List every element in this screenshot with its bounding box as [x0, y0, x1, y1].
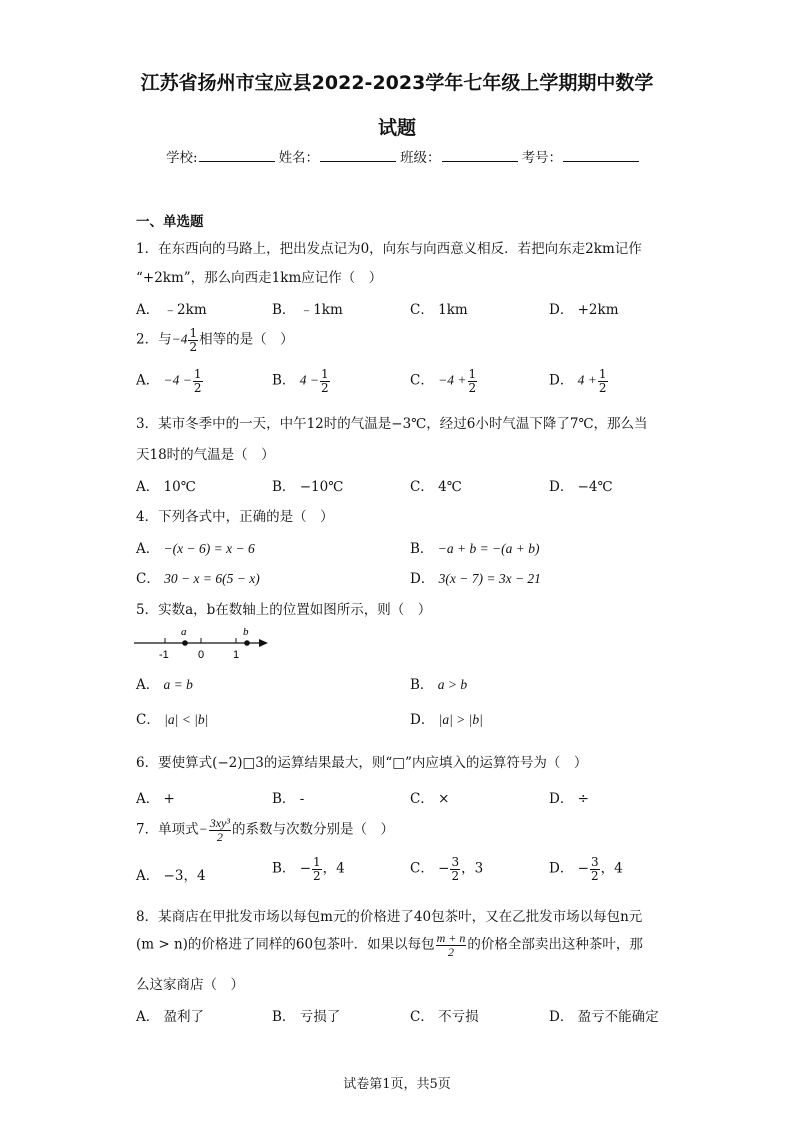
fraction: $\frac{1}{2}$	[193, 367, 202, 395]
question-1-line1	[136, 237, 642, 257]
option-label: A．	[136, 302, 160, 318]
number-line-figure	[130, 622, 280, 662]
tick-label: -1	[159, 649, 169, 661]
question-1-line2: “+2km”，那么向西走1km应记作（ ）	[136, 270, 383, 286]
school-label: 学校:	[166, 150, 198, 166]
question-text: 相等的是（ ）	[199, 331, 294, 348]
question-3-line2: 天18时的气温是（ ）	[136, 447, 275, 463]
question-number: 4．	[136, 509, 159, 525]
fraction: $\frac{\text{3xy³}}{2}$	[209, 816, 230, 844]
option-text: ﹣2km	[163, 302, 207, 318]
fraction: $\frac{3}{2}$	[451, 855, 460, 883]
option-b: B． − $\frac{1}{2}$ ，4	[272, 855, 345, 883]
question-number: 7．	[136, 821, 159, 838]
option-d: D． ÷	[549, 791, 589, 807]
option-d	[549, 298, 619, 318]
option-d: D． − $\frac{3}{2}$ ，4	[549, 855, 623, 883]
question-8-line2	[136, 932, 643, 958]
question-text: 的价格全部卖出这种茶叶，那	[467, 936, 643, 953]
option-c: C． −4 + $\frac{1}{2}$	[410, 367, 477, 395]
question-text: 与	[158, 331, 172, 348]
question-text: 的系数与次数分别是（ ）	[231, 821, 394, 838]
tick-label: 1	[233, 649, 240, 661]
question-number: 8．	[136, 909, 159, 925]
option-c: C． 4℃	[410, 479, 462, 495]
question-number: 1．	[136, 241, 159, 257]
option-c: C． ×	[410, 791, 450, 807]
question-8-line3: 么这家商店（ ）	[136, 977, 244, 993]
option-text: ﹣1km	[299, 302, 343, 318]
option-d: D． −4℃	[549, 479, 613, 495]
question-text: 某商店在甲批发市场以每包m元的价格进了40包茶叶，又在乙批发市场以每包n元	[158, 909, 643, 925]
option-d: D． 3(x − 7) = 3x − 21	[410, 571, 541, 587]
option-b: B． −10℃	[272, 479, 344, 495]
question-number: 2．	[136, 331, 159, 348]
math-expression: −4	[171, 331, 188, 347]
option-label: C．	[410, 302, 434, 318]
option-b: B． 4 − $\frac{1}{2}$	[272, 367, 329, 395]
fraction: $\frac{1}{2}$	[320, 367, 329, 395]
option-label: B．	[272, 302, 296, 318]
option-a: A． a = b	[136, 677, 193, 693]
option-a: A． −4 − $\frac{1}{2}$	[136, 367, 202, 395]
question-text: (m > n)的价格进了同样的60包茶叶．如果以每包	[136, 936, 435, 953]
student-info-line	[166, 146, 643, 166]
option-label: D．	[549, 302, 574, 318]
fraction: $\frac{1}{2}$	[468, 367, 477, 395]
fraction: $\frac{m + n}{2}$	[436, 931, 466, 959]
exam-number-blank	[563, 149, 639, 162]
question-number: 3．	[136, 416, 159, 432]
question-7-stem	[136, 817, 394, 843]
section-title: 一、单选题	[136, 214, 204, 230]
point-b-label: b	[243, 626, 249, 638]
option-a: A． 10℃	[136, 479, 196, 495]
school-blank	[199, 149, 275, 162]
point-b	[244, 640, 250, 646]
option-c: C． 30 − x = 6(5 − x)	[136, 571, 260, 587]
question-4-stem	[136, 505, 334, 525]
fraction: $\frac{1}{2}$	[313, 855, 321, 883]
option-c: C． − $\frac{3}{2}$ ，3	[410, 855, 484, 883]
question-8-line1	[136, 905, 642, 925]
question-text: 在东西向的马路上，把出发点记为0，向东与向西意义相反．若把向东走2km记作	[158, 241, 642, 257]
option-a: A． −3，4	[136, 868, 206, 884]
tick-label: 0	[198, 649, 205, 661]
question-3-line1	[136, 412, 648, 432]
question-5-stem	[136, 598, 431, 618]
option-a: A． −(x − 6) = x − 6	[136, 541, 255, 557]
question-number: 6．	[136, 755, 159, 771]
arrow-right-icon	[259, 639, 268, 647]
question-text: 某市冬季中的一天，中午12时的气温是−3℃，经过6小时气温下降了7℃，那么当	[158, 416, 648, 432]
exam-title-line1: 江苏省扬州市宝应县2022-2023学年七年级上学期期中数学	[140, 72, 654, 94]
question-text: 实数a，b在数轴上的位置如图所示，则（ ）	[158, 602, 432, 618]
option-b: B． -	[272, 791, 305, 807]
option-a: A． 盈利了	[136, 1009, 205, 1025]
class-blank	[442, 149, 518, 162]
option-d: D． |a| > |b|	[410, 712, 483, 728]
option-text: 1km	[438, 302, 468, 318]
option-b: B． 亏损了	[272, 1009, 341, 1025]
question-text: 单项式	[158, 821, 199, 838]
class-label: 班级：	[400, 150, 441, 166]
option-a	[136, 298, 207, 318]
fraction: $\frac{3}{2}$	[590, 855, 599, 883]
option-a: A． +	[136, 791, 175, 807]
point-a	[182, 640, 188, 646]
option-d: D． 盈亏不能确定	[549, 1009, 659, 1025]
option-b: B． a > b	[410, 677, 468, 693]
question-number: 5．	[136, 602, 159, 618]
option-c: C． |a| < |b|	[136, 712, 209, 728]
name-label: 姓名：	[278, 150, 320, 166]
question-2-stem	[136, 327, 294, 353]
option-c: C． 不亏损	[410, 1009, 479, 1025]
fraction: $\frac{1}{2}$	[189, 326, 198, 354]
name-blank	[320, 149, 396, 162]
minus-sign: −	[198, 821, 208, 837]
exam-title-line2: 试题	[377, 117, 416, 139]
question-text: 要使算式(−2)□3的运算结果最大，则“□”内应填入的运算符号为（ ）	[158, 755, 588, 771]
option-text: +2km	[577, 302, 619, 318]
option-d: D． 4 + $\frac{1}{2}$	[549, 367, 607, 395]
page-footer: 试卷第1页，共5页	[343, 1077, 451, 1092]
option-b	[272, 298, 343, 318]
exam-number-label: 考号：	[521, 150, 563, 166]
option-c	[410, 298, 468, 318]
fraction: $\frac{1}{2}$	[598, 367, 607, 395]
question-6-stem	[136, 751, 587, 771]
option-b: B． −a + b = −(a + b)	[410, 541, 540, 557]
question-text: 下列各式中，正确的是（ ）	[158, 509, 334, 525]
point-a-label: a	[181, 626, 187, 638]
